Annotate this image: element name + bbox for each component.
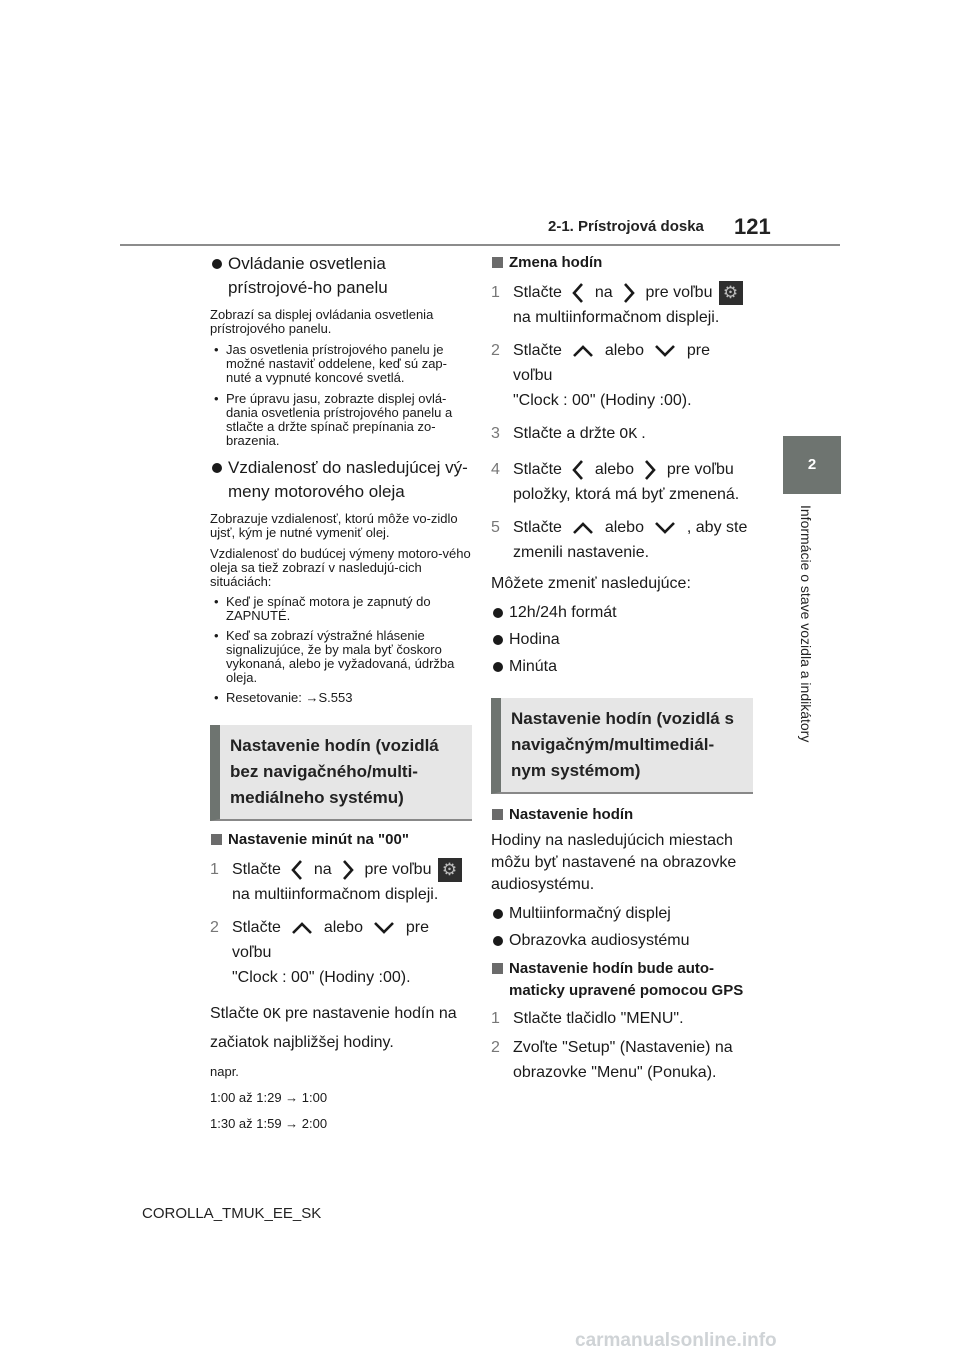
paragraph: Môžete zmeniť nasledujúce: [491, 575, 691, 592]
dot-item: • Keď sa zobrazí výstražné hlásenie signalizujúce, že by mala byť čoskoro vykonaná, alebo je vyžadovaná, údržba oleja. [210, 629, 472, 685]
step-number: 2 [491, 342, 500, 359]
chevron-right-icon [623, 282, 635, 304]
document-code: COROLLA_TMUK_EE_SK [142, 1205, 322, 1222]
paragraph-text: pre nastavenie hodín na [284, 1005, 457, 1022]
step [491, 280, 753, 330]
chapter-side-label-text: Informácie o stave vozidla a indikátory [798, 505, 814, 743]
paragraph-text: začiatok najbližšej hodiny. [210, 1034, 394, 1051]
chapter-tab: 2 [783, 436, 841, 494]
option-item: Multiinformačný displej [491, 902, 753, 925]
step-text: "Clock : 00" (Hodiny :00). [513, 392, 692, 409]
section-box: Nastavenie hodín (vozidlá s navigačným/multimediál-nym systémom) [491, 698, 753, 794]
bullet-heading: Ovládanie osvetlenia prístrojové-ho panelu [210, 252, 472, 300]
step-text: alebo [604, 342, 644, 359]
step-text: položky, ktorá má byť zmenená. [513, 486, 740, 503]
bullet-heading: Vzdialenosť do nasledujúcej vý-meny motorového oleja [210, 456, 472, 504]
step-text: pre voľbu [364, 861, 432, 878]
step-number: 2 [491, 1039, 500, 1056]
step-text: Stlačte [232, 919, 281, 936]
watermark: carmanualsonline.info [575, 1330, 777, 1351]
dot-item: • Resetovanie: →S.553 [210, 691, 472, 705]
description: Vzdialenosť do budúcej výmeny motoro-vého oleja sa tiež zobrazí v nasledujú-cich situáciách: [210, 546, 471, 589]
step-text: Stlačte [232, 861, 281, 878]
chevron-left-icon [291, 859, 303, 881]
step [491, 421, 753, 447]
chevron-right-icon [342, 859, 354, 881]
step-text: zmenili nastavenie. [513, 544, 650, 561]
step-text: pre voľbu [513, 342, 711, 384]
chevron-left-icon [572, 282, 584, 304]
left-column [210, 252, 472, 1131]
step-text: Stlačte tlačidlo "MENU". [513, 1010, 684, 1027]
page-number: 121 [734, 214, 771, 239]
ok-key-icon: OK [262, 1006, 281, 1023]
paragraph [210, 1000, 472, 1057]
option-item: Minúta [491, 655, 753, 678]
step-number: 1 [491, 1010, 500, 1027]
chevron-up-icon [572, 521, 594, 535]
right-column [491, 252, 753, 1085]
dot-item: • Keď je spínač motora je zapnutý do ZAPNUTÉ. [210, 595, 472, 623]
step [491, 1006, 753, 1031]
step-text: na [594, 284, 613, 301]
chapter-side-label [796, 505, 816, 755]
example-line: 1:30 až 1:59 → 2:00 [210, 1116, 328, 1131]
step [491, 515, 753, 565]
step-number: 5 [491, 519, 500, 536]
paragraph-text: Stlačte [210, 1005, 259, 1022]
description: Zobrazí sa displej ovládania osvetlenia prístrojového panelu. [210, 307, 434, 336]
step-text: alebo [604, 519, 644, 536]
chevron-up-icon [291, 921, 313, 935]
chevron-left-icon [572, 459, 584, 481]
step-number: 4 [491, 461, 500, 478]
step-number: 3 [491, 425, 500, 442]
chevron-down-icon [373, 921, 395, 935]
step-number: 2 [210, 919, 219, 936]
step-text: pre voľbu [232, 919, 430, 961]
description: Zobrazuje vzdialenosť, ktorú môže vo-zidlo ujsť, kým je nutné vymeniť olej. [210, 511, 458, 540]
step-number: 1 [491, 284, 500, 301]
chevron-down-icon [654, 521, 676, 535]
sub-heading: Nastavenie minút na "00" [210, 829, 472, 851]
step-text: alebo [323, 919, 363, 936]
step-text: Stlačte [513, 284, 562, 301]
chevron-up-icon [572, 344, 594, 358]
step-text: na multiinformačnom displeji. [232, 886, 439, 903]
step-text: pre voľbu [666, 461, 734, 478]
header-divider [120, 244, 840, 246]
step-text: na multiinformačnom displeji. [513, 309, 720, 326]
step-text: na [313, 861, 332, 878]
option-item: 12h/24h formát [491, 601, 753, 624]
step-number: 1 [210, 861, 219, 878]
settings-gear-icon [438, 858, 462, 882]
step-text: alebo [594, 461, 634, 478]
step-text: Zvoľte "Setup" (Nastavenie) na obrazovke "Menu" (Ponuka). [513, 1039, 733, 1081]
example-line: 1:00 až 1:29 → 1:00 [210, 1090, 328, 1105]
section-box: Nastavenie hodín (vozidlá bez navigačného/multi-mediálneho systému) [210, 725, 472, 821]
section-title: 2-1. Prístrojová doska [548, 218, 704, 235]
dot-item: • Pre úpravu jasu, zobrazte displej ovlá-dania osvetlenia prístrojového panelu a stlačte a držte spínač prepínania zo-brazenia. [210, 392, 472, 448]
paragraph: Hodiny na nasledujúcich miestach môžu byť nastavené na obrazovke audiosystému. [491, 832, 737, 893]
step-text: , aby ste [686, 519, 748, 536]
sub-heading: Nastavenie hodín [491, 804, 753, 826]
step [491, 457, 753, 507]
chevron-down-icon [654, 344, 676, 358]
step-text: pre voľbu [645, 284, 713, 301]
step [491, 338, 753, 413]
step-text: Stlačte [513, 342, 562, 359]
option-item: Hodina [491, 628, 753, 651]
step-text: Stlačte [513, 519, 562, 536]
dot-item: • Jas osvetlenia prístrojového panelu je možné nastaviť oddelene, keď sú zap-nuté a vypnuté koncové svetlá. [210, 343, 472, 385]
option-item: Obrazovka audiosystému [491, 929, 753, 952]
settings-gear-icon [719, 281, 743, 305]
step-text: . [641, 425, 646, 442]
chevron-right-icon [644, 459, 656, 481]
step [491, 1035, 753, 1085]
step-text: Stlačte [513, 461, 562, 478]
sub-heading: Zmena hodín [491, 252, 753, 274]
example-label: napr. [210, 1064, 239, 1079]
step-text: Stlačte a držte [513, 425, 616, 442]
step [210, 915, 472, 990]
step-text: "Clock : 00" (Hodiny :00). [232, 969, 411, 986]
sub-heading: Nastavenie hodín bude auto-maticky upravené pomocou GPS [491, 958, 753, 1002]
step [210, 857, 472, 907]
ok-key-icon: OK [619, 426, 638, 443]
